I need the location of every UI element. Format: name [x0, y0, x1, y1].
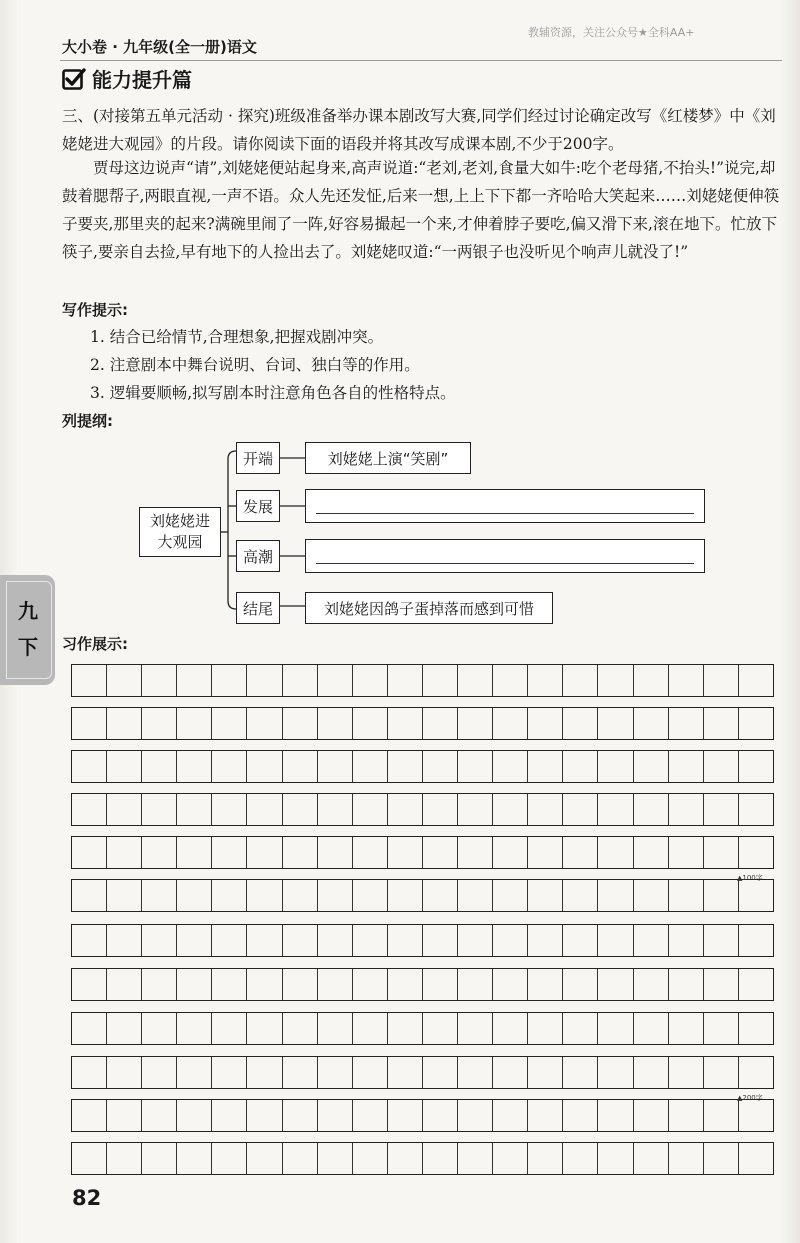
- outline-center-node: [139, 507, 221, 557]
- grid-cell[interactable]: [318, 969, 353, 1000]
- grid-cell[interactable]: [247, 925, 282, 956]
- grid-cell[interactable]: [212, 837, 247, 868]
- grid-cell[interactable]: [458, 1100, 493, 1131]
- grid-cell[interactable]: [388, 665, 423, 696]
- stage-development: 发展: [236, 490, 280, 522]
- grid-cell[interactable]: [528, 1100, 563, 1131]
- grid-cell[interactable]: [528, 1057, 563, 1088]
- grid-cell[interactable]: [739, 880, 773, 911]
- grid-cell[interactable]: [72, 751, 107, 782]
- grid-cell[interactable]: [107, 1143, 142, 1174]
- center-line-1: 刘姥姥进: [149, 512, 210, 530]
- grid-cell[interactable]: [283, 1143, 318, 1174]
- answer-line: [316, 563, 694, 564]
- grid-cell[interactable]: [72, 1100, 107, 1131]
- content-development-field[interactable]: [305, 489, 705, 523]
- grid-cell[interactable]: [458, 1143, 493, 1174]
- grid-cell[interactable]: [704, 1057, 739, 1088]
- grid-cell[interactable]: [72, 665, 107, 696]
- grid-cell[interactable]: [669, 794, 704, 825]
- grid-cell[interactable]: [704, 665, 739, 696]
- grid-cell[interactable]: [423, 794, 458, 825]
- grid-cell[interactable]: [72, 969, 107, 1000]
- grid-cell[interactable]: [458, 708, 493, 739]
- grid-cell[interactable]: [739, 708, 773, 739]
- grid-cell[interactable]: [458, 665, 493, 696]
- grid-cell[interactable]: [739, 1100, 773, 1131]
- grid-cell[interactable]: [72, 794, 107, 825]
- grid-cell[interactable]: [107, 1057, 142, 1088]
- grid-cell[interactable]: [493, 708, 528, 739]
- grid-row[interactable]: [71, 879, 774, 912]
- grid-cell[interactable]: [634, 794, 669, 825]
- grid-cell[interactable]: [458, 969, 493, 1000]
- grid-cell[interactable]: [353, 1100, 388, 1131]
- grid-cell[interactable]: [704, 708, 739, 739]
- grid-cell[interactable]: [563, 794, 598, 825]
- grid-cell[interactable]: [353, 837, 388, 868]
- grid-cell[interactable]: [669, 1100, 704, 1131]
- grid-cell[interactable]: [353, 925, 388, 956]
- grid-cell[interactable]: [212, 1057, 247, 1088]
- grid-cell[interactable]: [739, 837, 773, 868]
- grid-cell[interactable]: [353, 751, 388, 782]
- grid-cell[interactable]: [318, 837, 353, 868]
- grid-cell[interactable]: [212, 708, 247, 739]
- grid-cell[interactable]: [142, 1100, 177, 1131]
- grid-row[interactable]: [71, 968, 774, 1001]
- grid-cell[interactable]: [528, 1013, 563, 1044]
- grid-cell[interactable]: [388, 751, 423, 782]
- content-opening: 刘姥姥上演“笑剧”: [305, 442, 471, 474]
- grid-cell[interactable]: [107, 837, 142, 868]
- grid-cell[interactable]: [598, 794, 633, 825]
- grid-cell[interactable]: [493, 925, 528, 956]
- grid-cell[interactable]: [107, 751, 142, 782]
- grid-cell[interactable]: [739, 1143, 773, 1174]
- grid-cell[interactable]: [493, 1143, 528, 1174]
- grid-cell[interactable]: [283, 794, 318, 825]
- grid-cell[interactable]: [493, 751, 528, 782]
- grid-cell[interactable]: [739, 794, 773, 825]
- grid-cell[interactable]: [634, 1143, 669, 1174]
- grid-cell[interactable]: [283, 1057, 318, 1088]
- grid-cell[interactable]: [634, 925, 669, 956]
- content-climax-field[interactable]: [305, 539, 705, 573]
- grid-cell[interactable]: [212, 794, 247, 825]
- grid-cell[interactable]: [669, 969, 704, 1000]
- grid-cell[interactable]: [669, 925, 704, 956]
- grid-cell[interactable]: [739, 665, 773, 696]
- grid-cell[interactable]: [598, 1057, 633, 1088]
- grid-cell[interactable]: [528, 794, 563, 825]
- grid-cell[interactable]: [669, 1143, 704, 1174]
- book-title: 大小卷 · 九年级(全一册)语文: [62, 38, 257, 56]
- marker-200: ▲200字: [737, 1094, 763, 1102]
- grid-cell[interactable]: [177, 665, 212, 696]
- grid-cell[interactable]: [107, 880, 142, 911]
- grid-cell[interactable]: [318, 1013, 353, 1044]
- grid-cell[interactable]: [283, 708, 318, 739]
- page-number: 82: [72, 1186, 102, 1210]
- grid-cell[interactable]: [598, 665, 633, 696]
- grid-cell[interactable]: [634, 665, 669, 696]
- grid-cell[interactable]: [177, 837, 212, 868]
- tip-item: 2. 注意剧本中舞台说明、台词、独白等的作用。: [90, 356, 420, 374]
- grid-cell[interactable]: [247, 880, 282, 911]
- grid-cell[interactable]: [212, 1100, 247, 1131]
- grid-row[interactable]: [71, 924, 774, 957]
- grid-cell[interactable]: [458, 751, 493, 782]
- grid-cell[interactable]: [353, 880, 388, 911]
- grid-cell[interactable]: [72, 1013, 107, 1044]
- grid-cell[interactable]: [423, 665, 458, 696]
- grid-cell[interactable]: [634, 880, 669, 911]
- grid-cell[interactable]: [458, 880, 493, 911]
- grid-cell[interactable]: [458, 1013, 493, 1044]
- grid-cell[interactable]: [318, 1057, 353, 1088]
- grid-cell[interactable]: [669, 880, 704, 911]
- grid-cell[interactable]: [528, 751, 563, 782]
- grid-cell[interactable]: [107, 1013, 142, 1044]
- outline-label: 列提纲:: [62, 412, 113, 430]
- grid-row[interactable]: [71, 1142, 774, 1175]
- grid-cell[interactable]: [353, 1013, 388, 1044]
- grid-cell[interactable]: [528, 708, 563, 739]
- grid-cell[interactable]: [177, 1143, 212, 1174]
- tip-item: 3. 逻辑要顺畅,拟写剧本时注意角色各自的性格特点。: [90, 384, 456, 402]
- grid-cell[interactable]: [563, 837, 598, 868]
- grid-cell[interactable]: [283, 880, 318, 911]
- grid-cell[interactable]: [388, 1013, 423, 1044]
- grid-cell[interactable]: [247, 665, 282, 696]
- grid-cell[interactable]: [212, 1143, 247, 1174]
- stage-opening: 开端: [236, 442, 280, 474]
- grid-cell[interactable]: [247, 794, 282, 825]
- grid-cell[interactable]: [72, 925, 107, 956]
- grid-cell[interactable]: [107, 925, 142, 956]
- grid-cell[interactable]: [212, 1013, 247, 1044]
- side-tab: [0, 575, 55, 685]
- grid-cell[interactable]: [423, 751, 458, 782]
- stage-ending: 结尾: [236, 592, 280, 624]
- grid-cell[interactable]: [704, 794, 739, 825]
- grid-cell[interactable]: [142, 794, 177, 825]
- grid-cell[interactable]: [247, 969, 282, 1000]
- center-line-2: 大观园: [157, 533, 203, 551]
- grid-cell[interactable]: [739, 751, 773, 782]
- writing-tips-label: 写作提示:: [62, 301, 128, 319]
- grid-cell[interactable]: [423, 708, 458, 739]
- grid-cell[interactable]: [212, 925, 247, 956]
- grid-cell[interactable]: [423, 969, 458, 1000]
- grid-cell[interactable]: [704, 1100, 739, 1131]
- grid-cell[interactable]: [669, 837, 704, 868]
- grid-cell[interactable]: [318, 794, 353, 825]
- grid-cell[interactable]: [563, 1143, 598, 1174]
- question-intro: 三、(对接第五单元活动 · 探究)班级准备举办课本剧改写大赛,同学们经过讨论确定改写《红楼梦》中《刘姥姥进大观园》的片段。请你阅读下面的语段并将其改写成课本剧,不少于200字。: [62, 107, 776, 153]
- side-tab-grade: 九: [18, 599, 38, 623]
- grid-cell[interactable]: [423, 1100, 458, 1131]
- grid-cell[interactable]: [423, 1013, 458, 1044]
- grid-cell[interactable]: [528, 665, 563, 696]
- grid-cell[interactable]: [107, 794, 142, 825]
- grid-cell[interactable]: [353, 969, 388, 1000]
- grid-cell[interactable]: [563, 1100, 598, 1131]
- grid-cell[interactable]: [493, 969, 528, 1000]
- grid-cell[interactable]: [72, 1057, 107, 1088]
- grid-cell[interactable]: [388, 969, 423, 1000]
- grid-cell[interactable]: [72, 708, 107, 739]
- grid-cell[interactable]: [634, 837, 669, 868]
- grid-cell[interactable]: [247, 1057, 282, 1088]
- grid-cell[interactable]: [598, 751, 633, 782]
- grid-cell[interactable]: [212, 880, 247, 911]
- grid-cell[interactable]: [598, 708, 633, 739]
- grid-cell[interactable]: [528, 880, 563, 911]
- grid-row[interactable]: [71, 1012, 774, 1045]
- grid-cell[interactable]: [598, 1100, 633, 1131]
- grid-cell[interactable]: [142, 1013, 177, 1044]
- grid-cell[interactable]: [598, 880, 633, 911]
- grid-cell[interactable]: [528, 969, 563, 1000]
- watermark-text: 教辅资源，关注公众号★全科AA+: [528, 26, 695, 39]
- grid-cell[interactable]: [634, 1100, 669, 1131]
- tip-item: 1. 结合已给情节,合理想象,把握戏剧冲突。: [90, 328, 384, 346]
- grid-cell[interactable]: [318, 1143, 353, 1174]
- grid-cell[interactable]: [318, 925, 353, 956]
- grid-row[interactable]: [71, 793, 774, 826]
- marker-100: ▲100字: [737, 874, 763, 882]
- grid-cell[interactable]: [283, 837, 318, 868]
- grid-cell[interactable]: [598, 1143, 633, 1174]
- grid-cell[interactable]: [142, 925, 177, 956]
- grid-cell[interactable]: [739, 1057, 773, 1088]
- grid-cell[interactable]: [142, 1143, 177, 1174]
- grid-cell[interactable]: [247, 751, 282, 782]
- grid-cell[interactable]: [177, 1013, 212, 1044]
- grid-cell[interactable]: [634, 1057, 669, 1088]
- grid-cell[interactable]: [318, 665, 353, 696]
- grid-row[interactable]: [71, 1056, 774, 1089]
- grid-cell[interactable]: [563, 665, 598, 696]
- grid-cell[interactable]: [177, 1057, 212, 1088]
- grid-cell[interactable]: [353, 794, 388, 825]
- grid-cell[interactable]: [563, 1057, 598, 1088]
- grid-row[interactable]: [71, 664, 774, 697]
- grid-cell[interactable]: [388, 837, 423, 868]
- grid-row[interactable]: [71, 750, 774, 783]
- grid-cell[interactable]: [212, 665, 247, 696]
- grid-cell[interactable]: [598, 969, 633, 1000]
- grid-cell[interactable]: [739, 925, 773, 956]
- grid-cell[interactable]: [212, 751, 247, 782]
- grid-cell[interactable]: [598, 1013, 633, 1044]
- grid-cell[interactable]: [739, 1013, 773, 1044]
- grid-cell[interactable]: [528, 837, 563, 868]
- grid-cell[interactable]: [458, 925, 493, 956]
- grid-cell[interactable]: [177, 708, 212, 739]
- grid-cell[interactable]: [493, 880, 528, 911]
- grid-cell[interactable]: [388, 880, 423, 911]
- grid-cell[interactable]: [493, 837, 528, 868]
- grid-cell[interactable]: [423, 1057, 458, 1088]
- grid-cell[interactable]: [388, 1057, 423, 1088]
- grid-cell[interactable]: [704, 925, 739, 956]
- grid-cell[interactable]: [423, 1143, 458, 1174]
- grid-cell[interactable]: [493, 1057, 528, 1088]
- grid-cell[interactable]: [353, 1057, 388, 1088]
- grid-cell[interactable]: [458, 794, 493, 825]
- grid-cell[interactable]: [669, 708, 704, 739]
- grid-cell[interactable]: [423, 880, 458, 911]
- grid-cell[interactable]: [563, 751, 598, 782]
- grid-cell[interactable]: [388, 1100, 423, 1131]
- section-title: 能力提升篇: [92, 68, 192, 92]
- grid-cell[interactable]: [247, 1143, 282, 1174]
- grid-cell[interactable]: [669, 665, 704, 696]
- grid-cell[interactable]: [493, 794, 528, 825]
- grid-cell[interactable]: [107, 708, 142, 739]
- grid-cell[interactable]: [283, 1100, 318, 1131]
- grid-row[interactable]: [71, 1099, 774, 1132]
- grid-cell[interactable]: [739, 969, 773, 1000]
- grid-cell[interactable]: [177, 925, 212, 956]
- grid-cell[interactable]: [598, 925, 633, 956]
- grid-cell[interactable]: [318, 880, 353, 911]
- grid-cell[interactable]: [528, 1143, 563, 1174]
- grid-cell[interactable]: [669, 751, 704, 782]
- grid-cell[interactable]: [247, 708, 282, 739]
- grid-cell[interactable]: [493, 1013, 528, 1044]
- grid-cell[interactable]: [704, 837, 739, 868]
- grid-cell[interactable]: [388, 794, 423, 825]
- grid-cell[interactable]: [388, 1143, 423, 1174]
- grid-row[interactable]: [71, 836, 774, 869]
- grid-cell[interactable]: [212, 969, 247, 1000]
- answer-line: [316, 513, 694, 514]
- grid-row[interactable]: [71, 707, 774, 740]
- grid-cell[interactable]: [704, 880, 739, 911]
- side-tab-term: 下: [18, 635, 38, 659]
- grid-cell[interactable]: [563, 880, 598, 911]
- grid-cell[interactable]: [353, 665, 388, 696]
- grid-cell[interactable]: [247, 1100, 282, 1131]
- grid-cell[interactable]: [634, 1013, 669, 1044]
- grid-cell[interactable]: [493, 1100, 528, 1131]
- grid-cell[interactable]: [107, 1100, 142, 1131]
- grid-cell[interactable]: [458, 1057, 493, 1088]
- content-ending: 刘姥姥因鸽子蛋掉落而感到可惜: [305, 592, 553, 624]
- grid-cell[interactable]: [142, 708, 177, 739]
- grid-cell[interactable]: [563, 708, 598, 739]
- grid-cell[interactable]: [177, 751, 212, 782]
- grid-cell[interactable]: [142, 969, 177, 1000]
- grid-cell[interactable]: [318, 708, 353, 739]
- grid-cell[interactable]: [72, 880, 107, 911]
- grid-cell[interactable]: [669, 1057, 704, 1088]
- grid-cell[interactable]: [704, 1013, 739, 1044]
- grid-cell[interactable]: [107, 665, 142, 696]
- grid-cell[interactable]: [283, 751, 318, 782]
- grid-cell[interactable]: [493, 665, 528, 696]
- grid-cell[interactable]: [72, 837, 107, 868]
- grid-cell[interactable]: [353, 1143, 388, 1174]
- grid-cell[interactable]: [283, 1013, 318, 1044]
- grid-cell[interactable]: [528, 925, 563, 956]
- grid-cell[interactable]: [563, 925, 598, 956]
- grid-cell[interactable]: [634, 708, 669, 739]
- grid-cell[interactable]: [142, 751, 177, 782]
- grid-cell[interactable]: [704, 969, 739, 1000]
- grid-cell[interactable]: [107, 969, 142, 1000]
- grid-cell[interactable]: [388, 708, 423, 739]
- grid-cell[interactable]: [458, 837, 493, 868]
- grid-cell[interactable]: [353, 708, 388, 739]
- grid-cell[interactable]: [247, 837, 282, 868]
- grid-cell[interactable]: [423, 925, 458, 956]
- grid-cell[interactable]: [72, 1143, 107, 1174]
- grid-cell[interactable]: [563, 1013, 598, 1044]
- grid-cell[interactable]: [598, 837, 633, 868]
- grid-cell[interactable]: [142, 665, 177, 696]
- reading-passage: 贾母这边说声“请”,刘姥姥便站起身来,高声说道:“老刘,老刘,食量大如牛:吃个老母猪,不抬头!”说完,却鼓着腮帮子,两眼直视,一声不语。众人先还发怔,后来一想,上上下下都一齐哈哈大笑起来……刘姥姥便伸筷子要夹,那里夹的起来?满碗里闹了一阵,好容易撮起一个来,才伸着脖子要吃,偏又滑下来,滚在地下。忙放下筷子,要亲自去捡,早有地下的人捡出去了。刘姥姥叹道:“一两银子也没听见个响声儿就没了!”: [62, 159, 780, 261]
- grid-cell[interactable]: [177, 1100, 212, 1131]
- grid-cell[interactable]: [177, 794, 212, 825]
- grid-cell[interactable]: [388, 925, 423, 956]
- composition-label: 习作展示:: [62, 635, 128, 653]
- grid-cell[interactable]: [283, 969, 318, 1000]
- grid-cell[interactable]: [704, 751, 739, 782]
- grid-cell[interactable]: [177, 969, 212, 1000]
- grid-cell[interactable]: [669, 1013, 704, 1044]
- grid-cell[interactable]: [142, 1057, 177, 1088]
- grid-cell[interactable]: [704, 1143, 739, 1174]
- grid-cell[interactable]: [634, 969, 669, 1000]
- grid-cell[interactable]: [563, 969, 598, 1000]
- grid-cell[interactable]: [247, 1013, 282, 1044]
- grid-cell[interactable]: [318, 1100, 353, 1131]
- grid-cell[interactable]: [634, 751, 669, 782]
- grid-cell[interactable]: [142, 837, 177, 868]
- grid-cell[interactable]: [142, 880, 177, 911]
- grid-cell[interactable]: [318, 751, 353, 782]
- stage-climax: 高潮: [236, 540, 280, 572]
- grid-cell[interactable]: [283, 925, 318, 956]
- grid-cell[interactable]: [283, 665, 318, 696]
- grid-cell[interactable]: [423, 837, 458, 868]
- grid-cell[interactable]: [177, 880, 212, 911]
